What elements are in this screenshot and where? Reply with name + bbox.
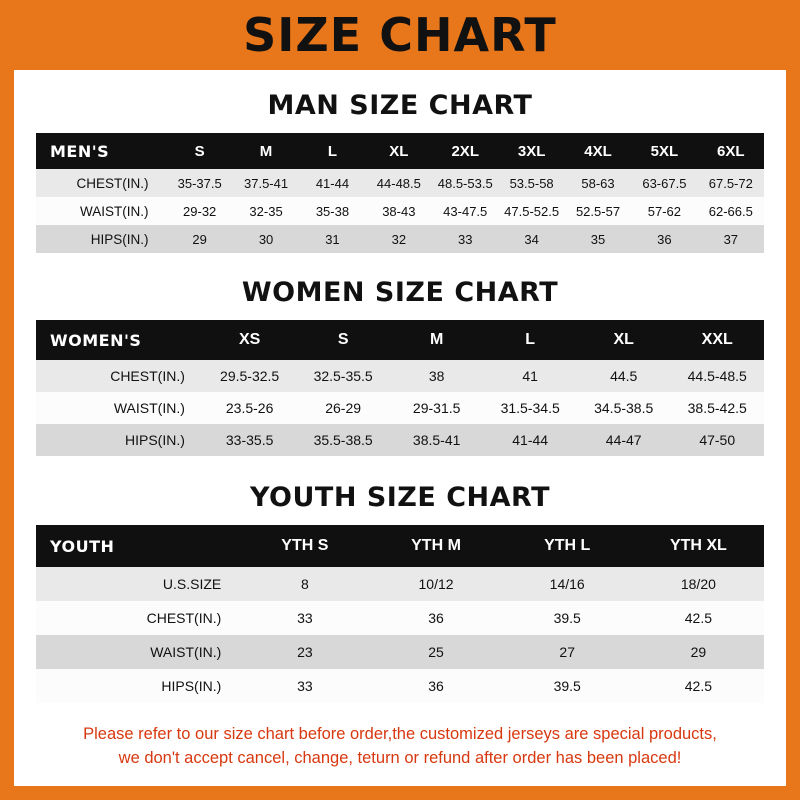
table-cell: 53.5-58 <box>498 169 564 197</box>
table-row <box>36 392 764 424</box>
table-header-row <box>36 320 764 360</box>
table-cell: 63-67.5 <box>631 169 697 197</box>
table-cell: 29-32 <box>166 197 232 225</box>
table-cell: 30 <box>233 225 299 253</box>
table-cell: 29 <box>633 635 764 669</box>
column-header: 6XL <box>698 133 764 169</box>
bottom-band <box>0 786 800 800</box>
table-cell: 38-43 <box>366 197 432 225</box>
column-header: S <box>166 133 232 169</box>
man-size-table <box>36 133 764 253</box>
table-cell: 57-62 <box>631 197 697 225</box>
table-cell: 39.5 <box>502 601 633 635</box>
table-cell: 43-47.5 <box>432 197 498 225</box>
table-cell: 33 <box>239 601 370 635</box>
table-cell: 8 <box>239 567 370 601</box>
table-cell: 23 <box>239 635 370 669</box>
column-header: 5XL <box>631 133 697 169</box>
column-header: XXL <box>670 320 764 360</box>
table-cell: 44-47 <box>577 424 671 456</box>
table-row <box>36 225 764 253</box>
table-cell: 33 <box>432 225 498 253</box>
man-section-title: MAN SIZE CHART <box>267 90 533 121</box>
row-header: HIPS(IN.) <box>36 424 203 456</box>
column-header: M <box>233 133 299 169</box>
table-row <box>36 197 764 225</box>
column-header: XS <box>203 320 297 360</box>
table-cell: 36 <box>370 601 501 635</box>
table-cell: 58-63 <box>565 169 631 197</box>
table-cell: 39.5 <box>502 669 633 703</box>
table-cell: 29-31.5 <box>390 392 484 424</box>
table-cell: 41-44 <box>299 169 365 197</box>
row-header: WAIST(IN.) <box>36 197 166 225</box>
table-cell: 52.5-57 <box>565 197 631 225</box>
table-row <box>36 635 764 669</box>
column-header: L <box>483 320 577 360</box>
table-cell: 47.5-52.5 <box>498 197 564 225</box>
table-row <box>36 169 764 197</box>
row-header: HIPS(IN.) <box>36 669 239 703</box>
column-header: S <box>296 320 390 360</box>
table-cell: 35-38 <box>299 197 365 225</box>
table-cell: 37 <box>698 225 764 253</box>
table-cell: 29 <box>166 225 232 253</box>
table-cell: 37.5-41 <box>233 169 299 197</box>
row-header: WAIST(IN.) <box>36 635 239 669</box>
column-header: YTH XL <box>633 525 764 567</box>
table-cell: 31 <box>299 225 365 253</box>
table-cell: 38.5-42.5 <box>670 392 764 424</box>
table-row <box>36 424 764 456</box>
table-row <box>36 601 764 635</box>
table-cell: 32.5-35.5 <box>296 360 390 392</box>
column-header: YTH M <box>370 525 501 567</box>
table-cell: 67.5-72 <box>698 169 764 197</box>
page-title: SIZE CHART <box>243 8 557 62</box>
table-cell: 42.5 <box>633 601 764 635</box>
chart-content <box>14 90 786 771</box>
table-cell: 18/20 <box>633 567 764 601</box>
table-cell: 44-48.5 <box>366 169 432 197</box>
youth-section-title: YOUTH SIZE CHART <box>249 482 551 513</box>
table-cell: 38.5-41 <box>390 424 484 456</box>
table-cell: 35-37.5 <box>166 169 232 197</box>
column-header: L <box>299 133 365 169</box>
table-cell: 25 <box>370 635 501 669</box>
row-header: HIPS(IN.) <box>36 225 166 253</box>
table-cell: 41 <box>483 360 577 392</box>
table-cell: 47-50 <box>670 424 764 456</box>
column-header: XL <box>366 133 432 169</box>
table-header-row <box>36 133 764 169</box>
table-cell: 29.5-32.5 <box>203 360 297 392</box>
column-header: YTH L <box>502 525 633 567</box>
table-cell: 35 <box>565 225 631 253</box>
table-row <box>36 567 764 601</box>
column-header: YTH S <box>239 525 370 567</box>
table-cell: 14/16 <box>502 567 633 601</box>
table-cell: 34 <box>498 225 564 253</box>
row-header: WAIST(IN.) <box>36 392 203 424</box>
table-cell: 36 <box>370 669 501 703</box>
table-header-row <box>36 525 764 567</box>
row-header: CHEST(IN.) <box>36 360 203 392</box>
table-row <box>36 669 764 703</box>
table-cell: 44.5 <box>577 360 671 392</box>
column-header: M <box>390 320 484 360</box>
table-cell: 33-35.5 <box>203 424 297 456</box>
column-header: 3XL <box>498 133 564 169</box>
footer-note-line-1: Please refer to our size chart before order,the customized jerseys are special products, <box>83 725 717 743</box>
table-cell: 62-66.5 <box>698 197 764 225</box>
column-header: XL <box>577 320 671 360</box>
footer-note <box>36 723 764 771</box>
table-cell: 23.5-26 <box>203 392 297 424</box>
table-cell: 32-35 <box>233 197 299 225</box>
table-cell: 38 <box>390 360 484 392</box>
column-header: YOUTH <box>36 525 239 567</box>
table-cell: 42.5 <box>633 669 764 703</box>
column-header: 2XL <box>432 133 498 169</box>
table-row <box>36 360 764 392</box>
table-cell: 34.5-38.5 <box>577 392 671 424</box>
column-header: WOMEN'S <box>36 320 203 360</box>
table-cell: 36 <box>631 225 697 253</box>
footer-note-line-2: we don't accept cancel, change, teturn or refund after order has been placed! <box>118 748 682 767</box>
table-cell: 32 <box>366 225 432 253</box>
table-cell: 26-29 <box>296 392 390 424</box>
table-cell: 10/12 <box>370 567 501 601</box>
column-header: 4XL <box>565 133 631 169</box>
row-header: U.S.SIZE <box>36 567 239 601</box>
women-size-table <box>36 320 764 456</box>
table-cell: 44.5-48.5 <box>670 360 764 392</box>
row-header: CHEST(IN.) <box>36 169 166 197</box>
table-cell: 31.5-34.5 <box>483 392 577 424</box>
row-header: CHEST(IN.) <box>36 601 239 635</box>
table-cell: 35.5-38.5 <box>296 424 390 456</box>
table-cell: 41-44 <box>483 424 577 456</box>
youth-size-table <box>36 525 764 703</box>
table-cell: 27 <box>502 635 633 669</box>
table-cell: 48.5-53.5 <box>432 169 498 197</box>
women-section-title: WOMEN SIZE CHART <box>241 277 559 308</box>
table-cell: 33 <box>239 669 370 703</box>
column-header: MEN'S <box>36 133 166 169</box>
header-band <box>0 0 800 70</box>
